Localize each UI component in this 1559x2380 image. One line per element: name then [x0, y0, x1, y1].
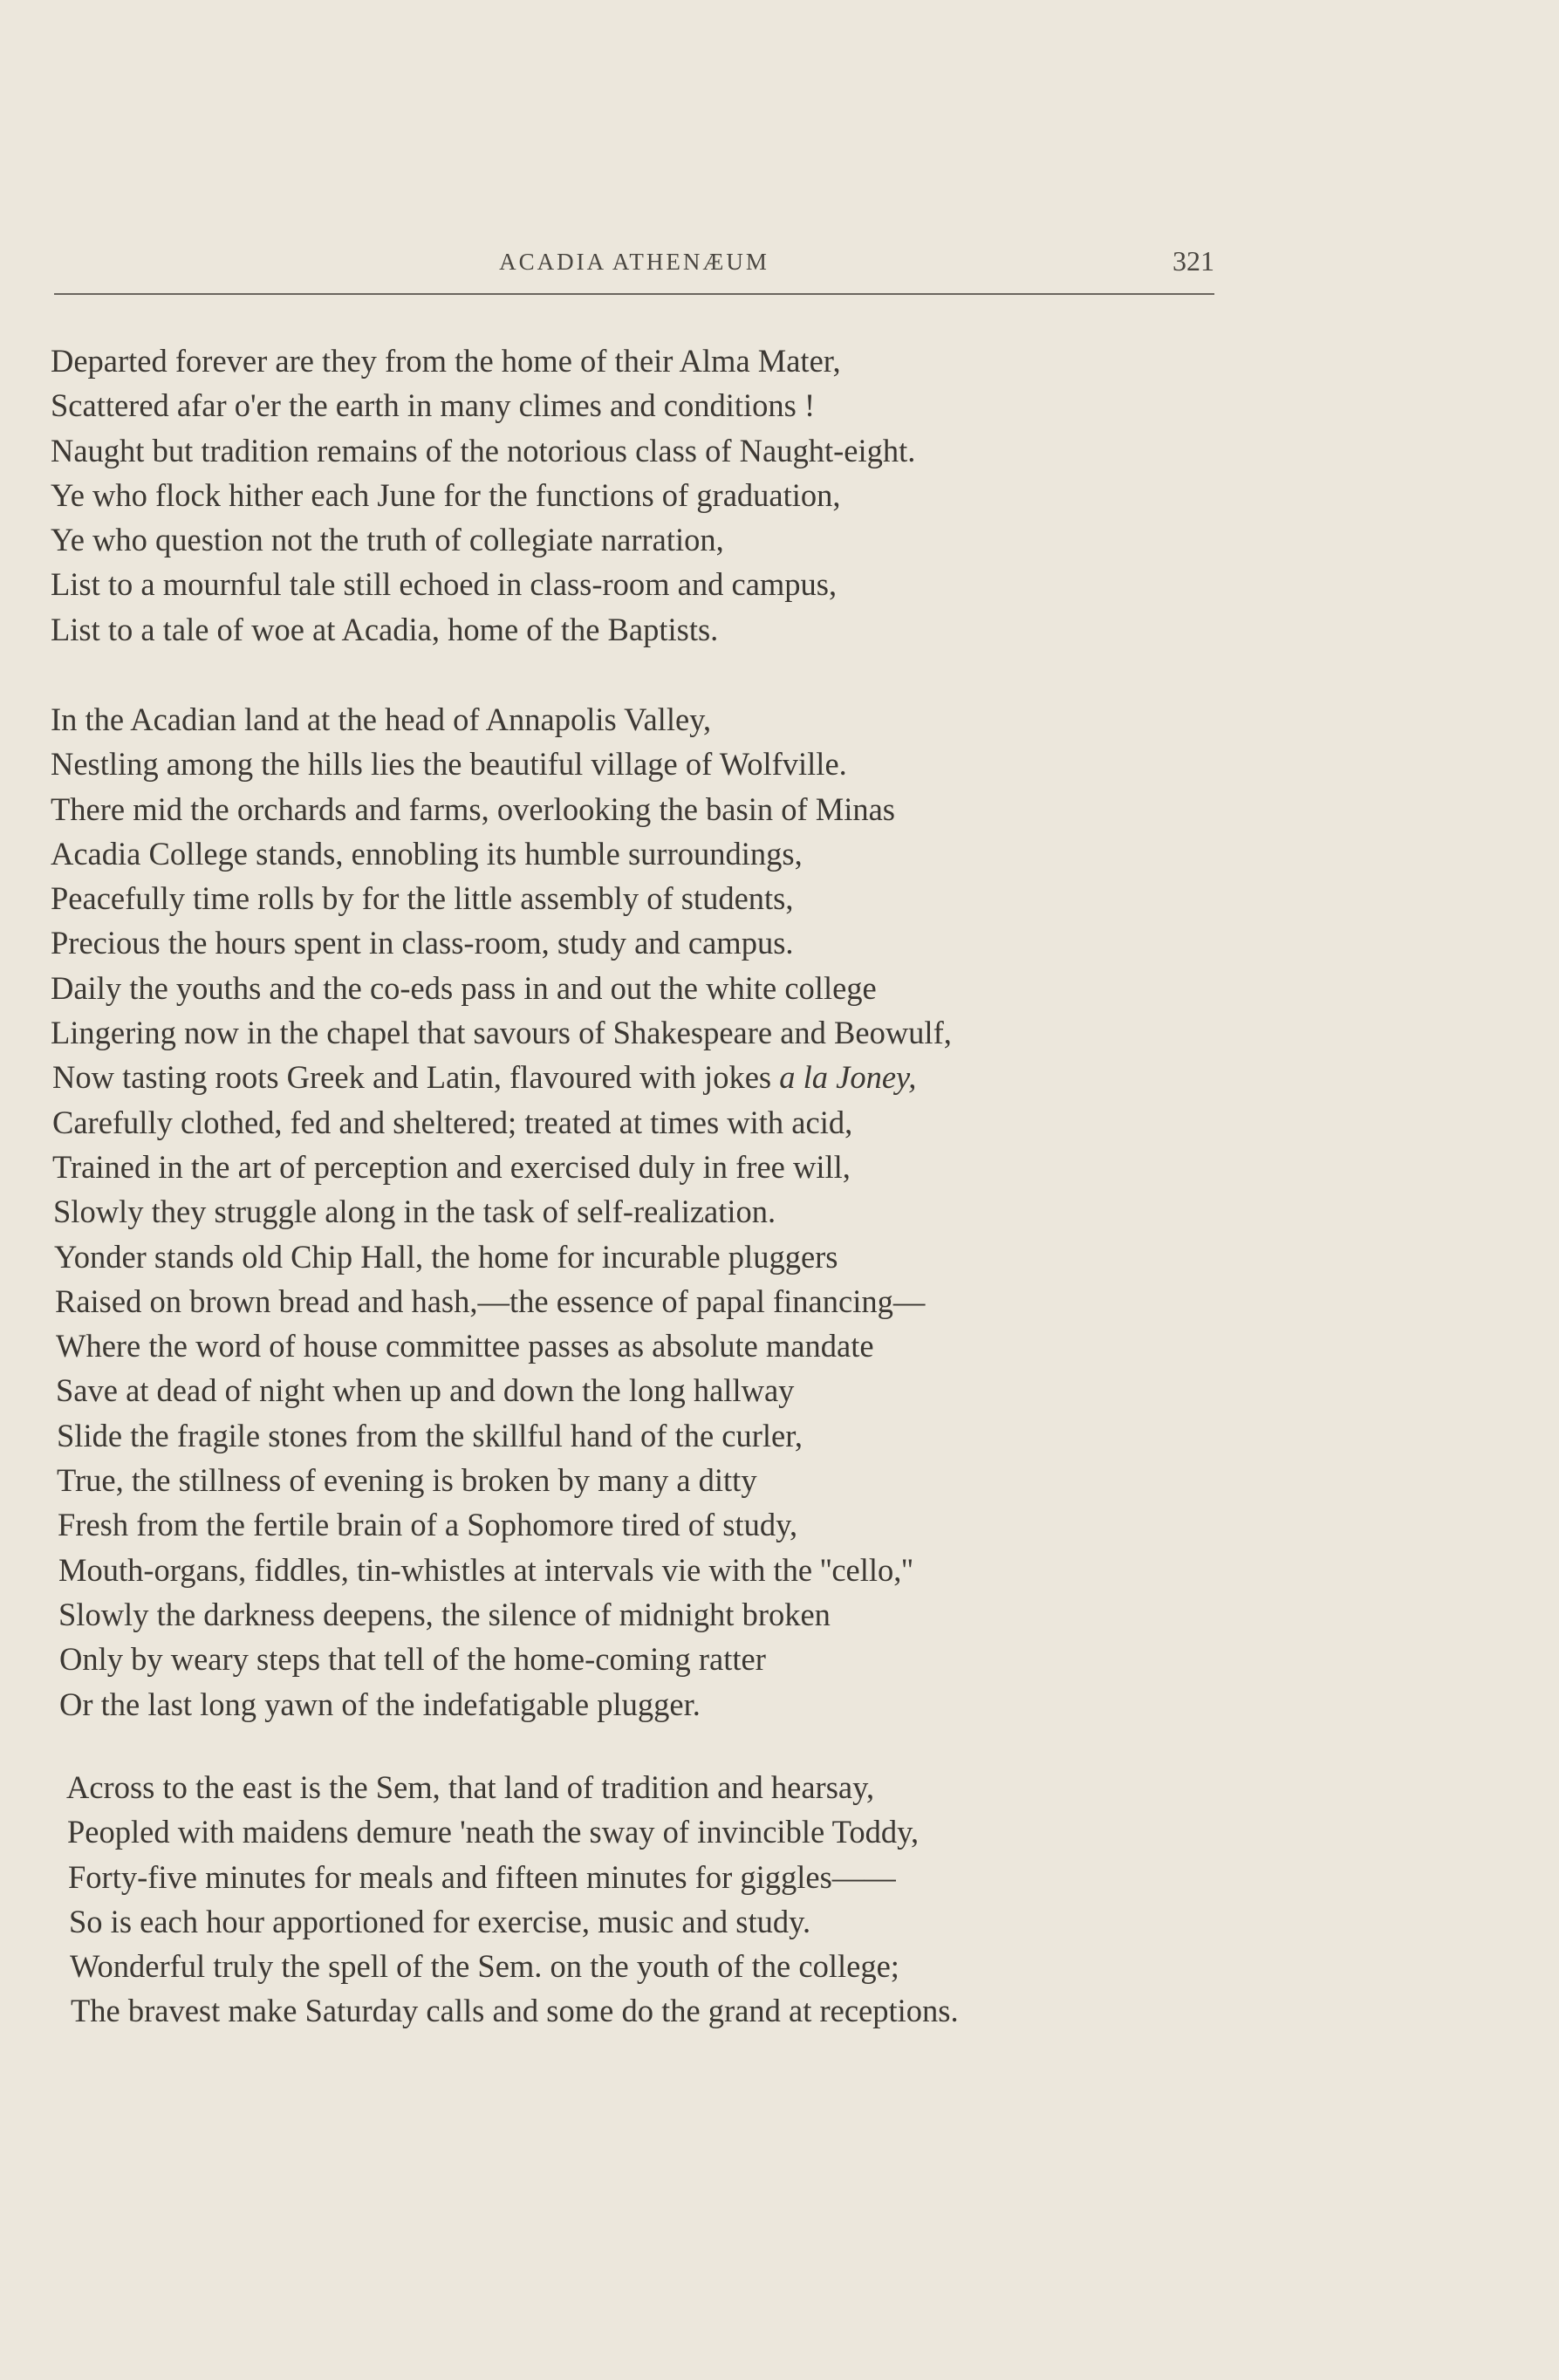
verse-line: Carefully clothed, fed and sheltered; treated at times with acid,: [52, 1104, 853, 1140]
verse-line: Raised on brown bread and hash,—the essence of papal financing—: [55, 1282, 926, 1319]
verse-line: Slowly the darkness deepens, the silence of midnight broken: [58, 1596, 831, 1632]
verse-line: Mouth-organs, fiddles, tin-whistles at intervals vie with the ''cello,'': [58, 1551, 913, 1588]
verse-line: Daily the youths and the co-eds pass in and out the white college: [51, 969, 877, 1006]
verse-line: Wonderful truly the spell of the Sem. on the youth of the college;: [70, 1948, 899, 1985]
verse-line: Scattered afar o'er the earth in many climes and conditions !: [51, 387, 816, 424]
running-header: [54, 245, 1214, 284]
verse-line: The bravest make Saturday calls and some do the grand at receptions.: [71, 1993, 959, 2029]
verse-line-with-italic: [0, 1055, 1559, 1099]
verse-line: Peopled with maidens demure 'neath the sway of invincible Toddy,: [67, 1814, 920, 1850]
verse-line: Ye who question not the truth of collegiate narration,: [51, 522, 724, 558]
verse-line: Peacefully time rolls by for the little assembly of students,: [51, 880, 794, 917]
verse-line: True, the stillness of evening is broken by many a ditty: [57, 1462, 757, 1499]
italic-phrase: a la Joney,: [779, 1059, 917, 1096]
verse-line: Across to the east is the Sem, that land of tradition and hearsay,: [66, 1769, 875, 1805]
verse-line: Forty-five minutes for meals and fifteen minutes for giggles——: [68, 1858, 896, 1895]
verse-line: So is each hour apportioned for exercise, music and study.: [69, 1903, 811, 1939]
running-title: ACADIA ATHENÆUM: [499, 249, 769, 275]
stanza-1: [0, 339, 1559, 652]
verse-line: Lingering now in the chapel that savours of Shakespeare and Beowulf,: [51, 1015, 952, 1051]
verse-line: Trained in the art of perception and exercised duly in free will,: [52, 1148, 851, 1185]
verse-line: List to a tale of woe at Acadia, home of the Baptists.: [51, 611, 719, 647]
stanza-2: [0, 697, 1559, 1727]
verse-line: Ye who flock hither each June for the functions of graduation,: [51, 476, 841, 513]
verse-line: In the Acadian land at the head of Annapolis Valley,: [51, 701, 712, 737]
page-number: 321: [1173, 245, 1214, 277]
verse-line: Precious the hours spent in class-room, study and campus.: [51, 925, 794, 961]
stanza-3: [0, 1765, 1559, 2034]
verse-line: Naught but tradition remains of the notorious class of Naught-eight.: [51, 432, 916, 468]
verse-line: Slide the fragile stones from the skillful hand of the curler,: [57, 1417, 803, 1453]
verse-line: Yonder stands old Chip Hall, the home for incurable pluggers: [54, 1238, 838, 1275]
verse-line: Or the last long yawn of the indefatigable plugger.: [59, 1686, 701, 1722]
verse-line: Nestling among the hills lies the beautiful village of Wolfville.: [51, 746, 847, 783]
verse-line: Acadia College stands, ennobling its humble surroundings,: [51, 835, 803, 872]
verse-line: There mid the orchards and farms, overlooking the basin of Minas: [51, 790, 895, 827]
verse-text: Now tasting roots Greek and Latin, flavoured with jokes: [52, 1059, 772, 1096]
verse-line: Departed forever are they from the home of their Alma Mater,: [51, 343, 841, 379]
verse-line: Where the word of house committee passes as absolute mandate: [56, 1328, 874, 1364]
verse-line: Only by weary steps that tell of the home-coming ratter: [59, 1641, 766, 1678]
verse-line: Slowly they struggle along in the task of self-realization.: [53, 1193, 776, 1230]
header-rule: [54, 293, 1214, 295]
verse-line: Fresh from the fertile brain of a Sophomore tired of study,: [58, 1507, 798, 1543]
verse-line: Save at dead of night when up and down the long hallway: [56, 1372, 795, 1409]
verse-line: List to a mournful tale still echoed in class-room and campus,: [51, 566, 838, 603]
